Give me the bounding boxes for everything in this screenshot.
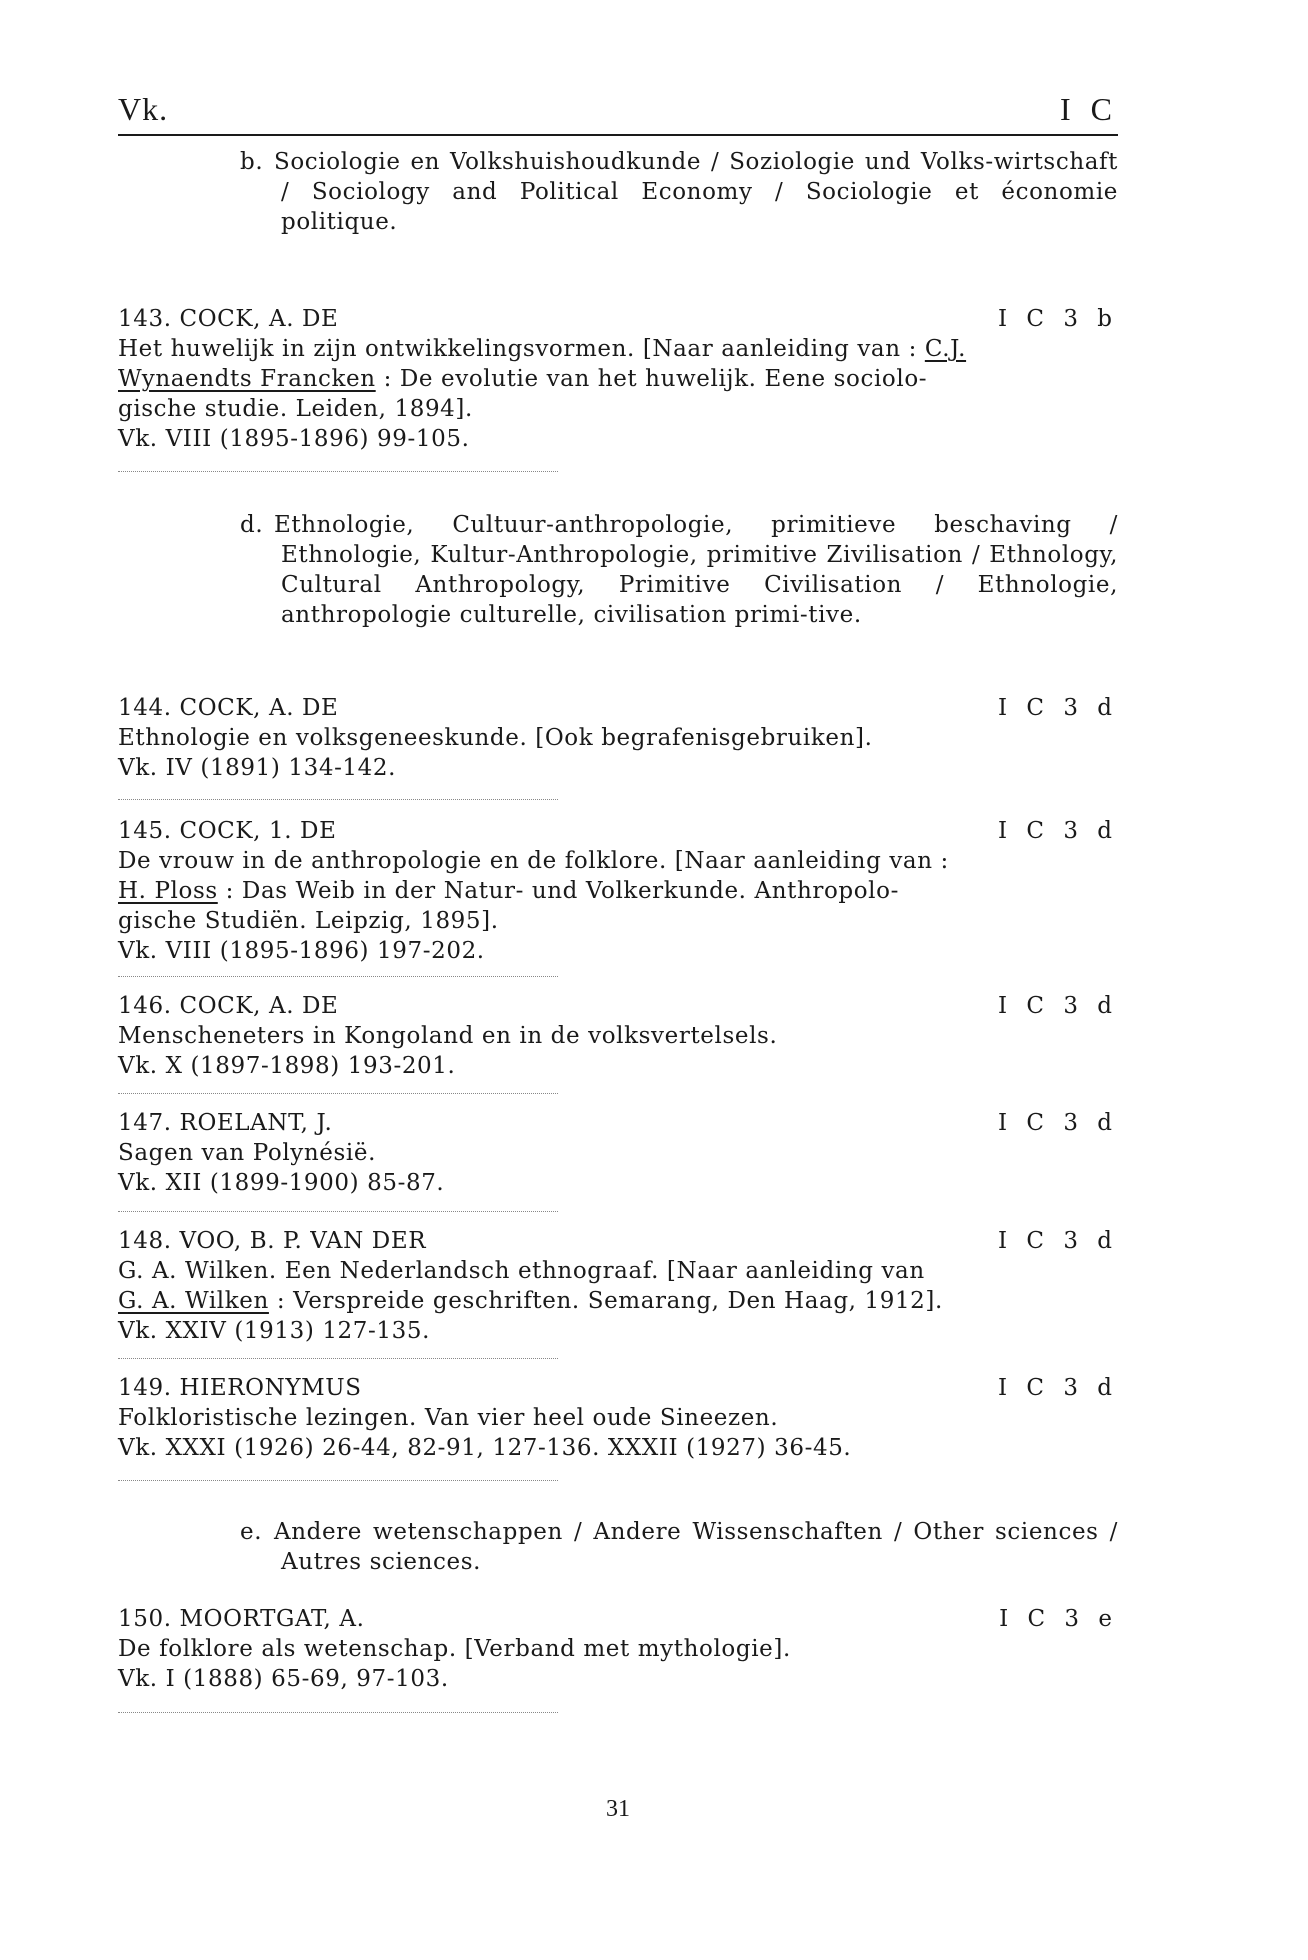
- bibliography-entry-143: [118, 304, 1118, 454]
- page-number: 31: [606, 1796, 630, 1822]
- entry-citation: Vk. IV (1891) 134-142.: [118, 755, 397, 781]
- entry-number: 145.: [118, 818, 180, 844]
- bibliography-entry-146: [118, 991, 1118, 1081]
- entry-title: Folkloristische lezingen. Van vier heel oude Sineezen.: [118, 1405, 779, 1431]
- section-marker: e.: [240, 1519, 263, 1545]
- entry-title: Sagen van Polynésië.: [118, 1140, 377, 1166]
- section-title: Ethnologie, Cultuur-anthropologie, primitieve beschaving / Ethnologie, Kultur-Anthropologie, primitive Zivilisation / Ethnology, Cultural Anthropology, Primitive Civilisation / Ethnologie, anthropologie culturelle, civilisation primi-tive.: [274, 512, 1118, 628]
- entry-author: HIERONYMUS: [179, 1375, 362, 1401]
- entry-number: 144.: [118, 695, 180, 721]
- bibliography-entry-149: [118, 1373, 1118, 1463]
- classification-code: I C 3 d: [998, 993, 1118, 1019]
- section-marker: b.: [240, 149, 264, 175]
- running-head-right: I C: [1060, 91, 1118, 127]
- separator-rule: [118, 1480, 558, 1481]
- section-title: Andere wetenschappen / Andere Wissenschaften / Other sciences / Autres sciences.: [274, 1519, 1118, 1575]
- classification-code: I C 3 d: [998, 695, 1118, 721]
- entry-citation: Vk. VIII (1895-1896) 197-202.: [118, 938, 485, 964]
- classification-code: I C 3 b: [998, 306, 1118, 332]
- entry-number: 148.: [118, 1228, 180, 1254]
- entry-title: Het huwelijk in zijn ontwikkelingsvormen. [Naar aanleiding van :: [118, 336, 925, 362]
- entry-title-continued: gische Studiën. Leipzig, 1895].: [118, 908, 499, 934]
- referenced-author: H. Ploss: [118, 878, 218, 904]
- referenced-author: G. A. Wilken: [118, 1288, 269, 1314]
- entry-author: MOORTGAT, A.: [179, 1606, 365, 1632]
- bibliography-entry-147: [118, 1108, 1118, 1198]
- classification-code: I C 3 d: [998, 1228, 1118, 1254]
- referenced-author: C.J.: [924, 336, 967, 362]
- entry-citation: Vk. XII (1899-1900) 85-87.: [118, 1170, 445, 1196]
- classification-code: I C 3 e: [999, 1606, 1118, 1632]
- separator-rule: [118, 1211, 558, 1212]
- classification-code: I C 3 d: [998, 818, 1118, 844]
- separator-rule: [118, 471, 558, 472]
- entry-title-continued: : De evolutie van het huwelijk. Eene sociolo-: [375, 366, 928, 392]
- separator-rule: [118, 976, 558, 977]
- section-title: Sociologie en Volkshuishoudkunde / Soziologie und Volks-wirtschaft / Sociology and Political Economy / Sociologie et économie politique.: [274, 149, 1118, 235]
- separator-rule: [118, 1712, 558, 1713]
- entry-citation: Vk. XXXI (1926) 26-44, 82-91, 127-136. XXXII (1927) 36-45.: [118, 1435, 852, 1461]
- classification-code: I C 3 d: [998, 1110, 1118, 1136]
- entry-title: De vrouw in de anthropologie en de folklore. [Naar aanleiding van :: [118, 848, 949, 874]
- bibliography-entry-150: [118, 1604, 1118, 1694]
- entry-title: Ethnologie en volksgeneeskunde. [Ook begrafenisgebruiken].: [118, 725, 873, 751]
- section-heading-d: [240, 510, 1118, 630]
- separator-rule: [118, 799, 558, 800]
- entry-citation: Vk. X (1897-1898) 193-201.: [118, 1053, 456, 1079]
- entry-citation: Vk. I (1888) 65-69, 97-103.: [118, 1666, 449, 1692]
- entry-author: COCK, A. DE: [179, 695, 339, 721]
- entry-citation: Vk. VIII (1895-1896) 99-105.: [118, 426, 470, 452]
- entry-author: ROELANT, J.: [179, 1110, 333, 1136]
- running-head: [118, 88, 1118, 136]
- referenced-author: Wynaendts Francken: [118, 366, 376, 392]
- entry-title: Menscheneters in Kongoland en in de volksvertelsels.: [118, 1023, 778, 1049]
- entry-author: COCK, A. DE: [179, 993, 339, 1019]
- entry-title: G. A. Wilken. Een Nederlandsch ethnograaf. [Naar aanleiding van: [118, 1258, 925, 1284]
- entry-title-continued: : Das Weib in der Natur- und Volkerkunde. Anthropolo-: [217, 878, 899, 904]
- entry-citation: Vk. XXIV (1913) 127-135.: [118, 1318, 430, 1344]
- entry-author: COCK, 1. DE: [179, 818, 337, 844]
- entry-number: 149.: [118, 1375, 180, 1401]
- separator-rule: [118, 1358, 558, 1359]
- entry-number: 150.: [118, 1606, 180, 1632]
- entry-number: 143.: [118, 306, 180, 332]
- bibliography-entry-148: [118, 1226, 1118, 1346]
- running-head-left: Vk.: [118, 91, 169, 127]
- section-marker: d.: [240, 512, 264, 538]
- entry-author: VOO, B. P. VAN DER: [179, 1228, 427, 1254]
- separator-rule: [118, 1093, 558, 1094]
- entry-author: COCK, A. DE: [179, 306, 339, 332]
- classification-code: I C 3 d: [998, 1375, 1118, 1401]
- entry-title-continued: : Verspreide geschriften. Semarang, Den Haag, 1912].: [268, 1288, 943, 1314]
- section-heading-b: [240, 147, 1118, 237]
- entry-title: De folklore als wetenschap. [Verband met mythologie].: [118, 1636, 791, 1662]
- entry-number: 147.: [118, 1110, 180, 1136]
- bibliography-entry-145: [118, 816, 1118, 966]
- section-heading-e: [240, 1517, 1118, 1577]
- entry-title-continued: gische studie. Leiden, 1894].: [118, 396, 473, 422]
- bibliography-entry-144: [118, 693, 1118, 783]
- document-page: [118, 0, 1118, 1960]
- entry-number: 146.: [118, 993, 180, 1019]
